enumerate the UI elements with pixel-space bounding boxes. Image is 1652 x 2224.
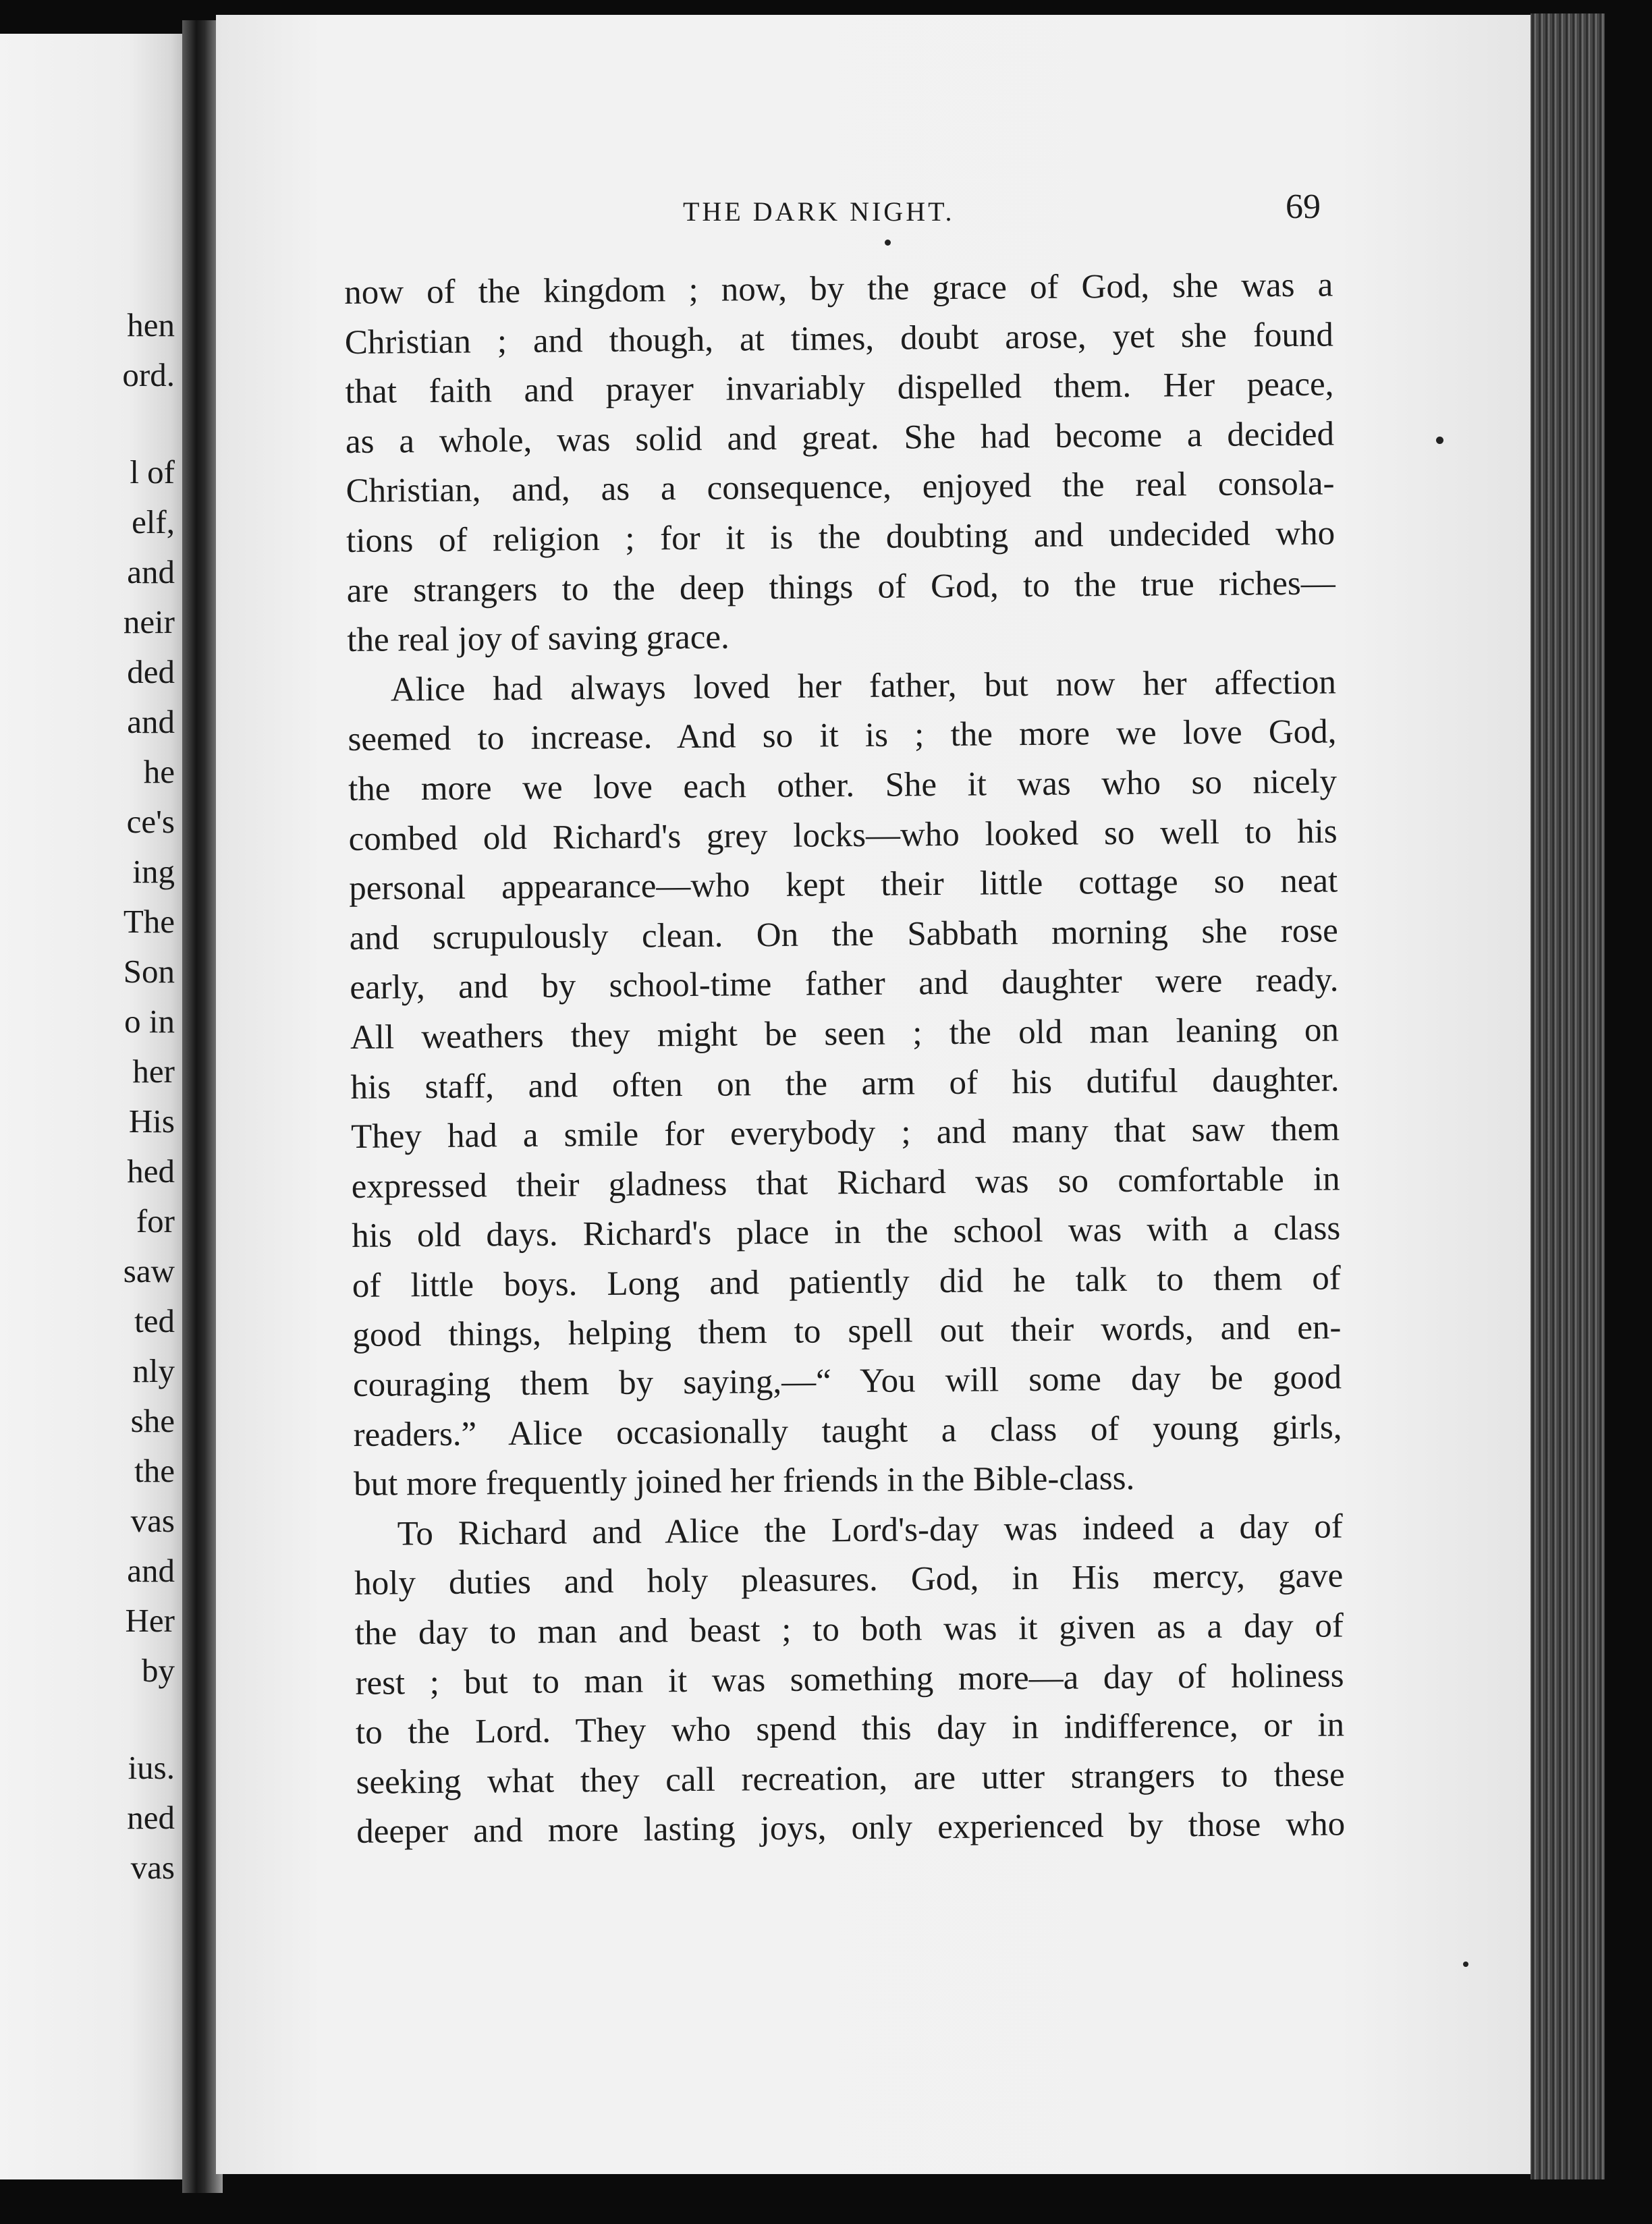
text-line: that faith and prayer invariably dispelled them. Her peace,: [345, 365, 1334, 412]
ink-speck: [1463, 1962, 1468, 1967]
left-line: Son: [123, 953, 175, 990]
text-line: holy duties and holy pleasures. God, in His mercy, gave: [354, 1557, 1344, 1603]
left-line: and: [127, 703, 175, 740]
text-line: Alice had always loved her father, but now her affection: [390, 663, 1337, 709]
text-line: are strangers to the deep things of God, to the true riches—: [346, 564, 1336, 610]
text-line: good things, helping them to spell out their words, and en-: [352, 1308, 1342, 1355]
text-line: but more frequently joined her friends in the Bible-class.: [353, 1460, 1135, 1504]
text-line: seeking what they call recreation, are utter strangers to these: [356, 1756, 1345, 1802]
text-line: as a whole, was solid and great. She had become a decided: [345, 415, 1335, 461]
text-line: To Richard and Alice the Lord's-day was indeed a day of: [397, 1507, 1343, 1553]
left-line: ius.: [128, 1749, 175, 1786]
ink-speck: [1436, 437, 1443, 444]
left-line: the: [134, 1452, 175, 1489]
left-line: Her: [125, 1602, 175, 1639]
text-line: All weathers they might be seen ; the old man leaning on: [350, 1011, 1340, 1057]
text-line: his old days. Richard's place in the school was with a class: [352, 1209, 1341, 1256]
left-line: l of: [130, 453, 175, 491]
left-line: and: [127, 553, 175, 590]
left-line: vas: [130, 1502, 175, 1539]
text-line: the day to man and beast ; to both was it given as a day of: [354, 1607, 1344, 1652]
body-text: [344, 260, 1345, 1857]
left-line: he: [143, 753, 175, 790]
text-line: the real joy of saving grace.: [347, 618, 729, 660]
page-edges: [1531, 13, 1605, 2179]
left-line: ned: [127, 1799, 175, 1836]
text-line: rest ; but to man it was something more—a day of holiness: [355, 1657, 1344, 1702]
text-line: readers.” Alice occasionally taught a class of young girls,: [353, 1408, 1342, 1454]
left-line-gap: [122, 400, 175, 447]
left-line: and: [127, 1552, 175, 1589]
running-head: THE DARK NIGHT.: [683, 196, 955, 227]
left-line: nly: [132, 1352, 175, 1389]
text-line: Christian ; and though, at times, doubt arose, yet she found: [344, 316, 1334, 362]
left-line-gap: [122, 1696, 175, 1743]
text-line: couraging them by saying,—“ You will some day be good: [352, 1358, 1342, 1405]
text-line: combed old Richard's grey locks—who looked so well to his: [348, 812, 1338, 858]
text-line: tions of religion ; for it is the doubting and undecided who: [346, 514, 1336, 560]
text-line: seemed to increase. And so it is ; the more we love God,: [348, 713, 1337, 759]
left-line: o in: [124, 1003, 175, 1040]
left-page: [0, 34, 186, 2179]
left-line: hed: [127, 1152, 175, 1190]
text-line: personal appearance—who kept their little cottage so neat: [348, 862, 1338, 908]
text-line: early, and by school-time father and daughter were ready.: [350, 961, 1339, 1007]
left-line: ted: [134, 1302, 175, 1339]
left-line: hen: [127, 306, 175, 343]
text-line: to the Lord. They who spend this day in indifference, or in: [355, 1706, 1345, 1752]
ink-speck: [885, 240, 891, 246]
page-number: 69: [1286, 188, 1321, 226]
text-line: the more we love each other. She it was who so nicely: [348, 762, 1338, 808]
text-line: They had a smile for everybody ; and many that saw them: [350, 1110, 1340, 1157]
left-line: elf,: [132, 503, 175, 540]
left-line: vas: [130, 1849, 175, 1886]
left-page-text: [122, 300, 175, 1893]
text-line: his staff, and often on the arm of his dutiful daughter.: [350, 1060, 1340, 1107]
left-line: neir: [123, 603, 175, 640]
left-line: The: [123, 903, 175, 940]
text-line: of little boys. Long and patiently did he talk to them of: [352, 1259, 1342, 1305]
text-line: Christian, and, as a consequence, enjoyed the real consola-: [346, 464, 1335, 511]
left-line: ing: [132, 853, 175, 890]
text-line: deeper and more lasting joys, only experienced by those who: [356, 1805, 1346, 1852]
left-line: saw: [123, 1252, 175, 1289]
text-line: and scrupulously clean. On the Sabbath morning she rose: [349, 912, 1338, 957]
left-line: His: [128, 1103, 175, 1140]
text-line: expressed their gladness that Richard was so comfortable in: [351, 1160, 1340, 1206]
text-line: now of the kingdom ; now, by the grace of God, she was a: [344, 266, 1333, 312]
left-line: her: [132, 1053, 175, 1090]
left-line: ord.: [122, 356, 175, 393]
left-line: ce's: [126, 803, 175, 840]
left-line: she: [130, 1402, 175, 1439]
left-line: ded: [127, 653, 175, 690]
left-line: for: [136, 1202, 175, 1240]
left-line: by: [142, 1652, 175, 1689]
